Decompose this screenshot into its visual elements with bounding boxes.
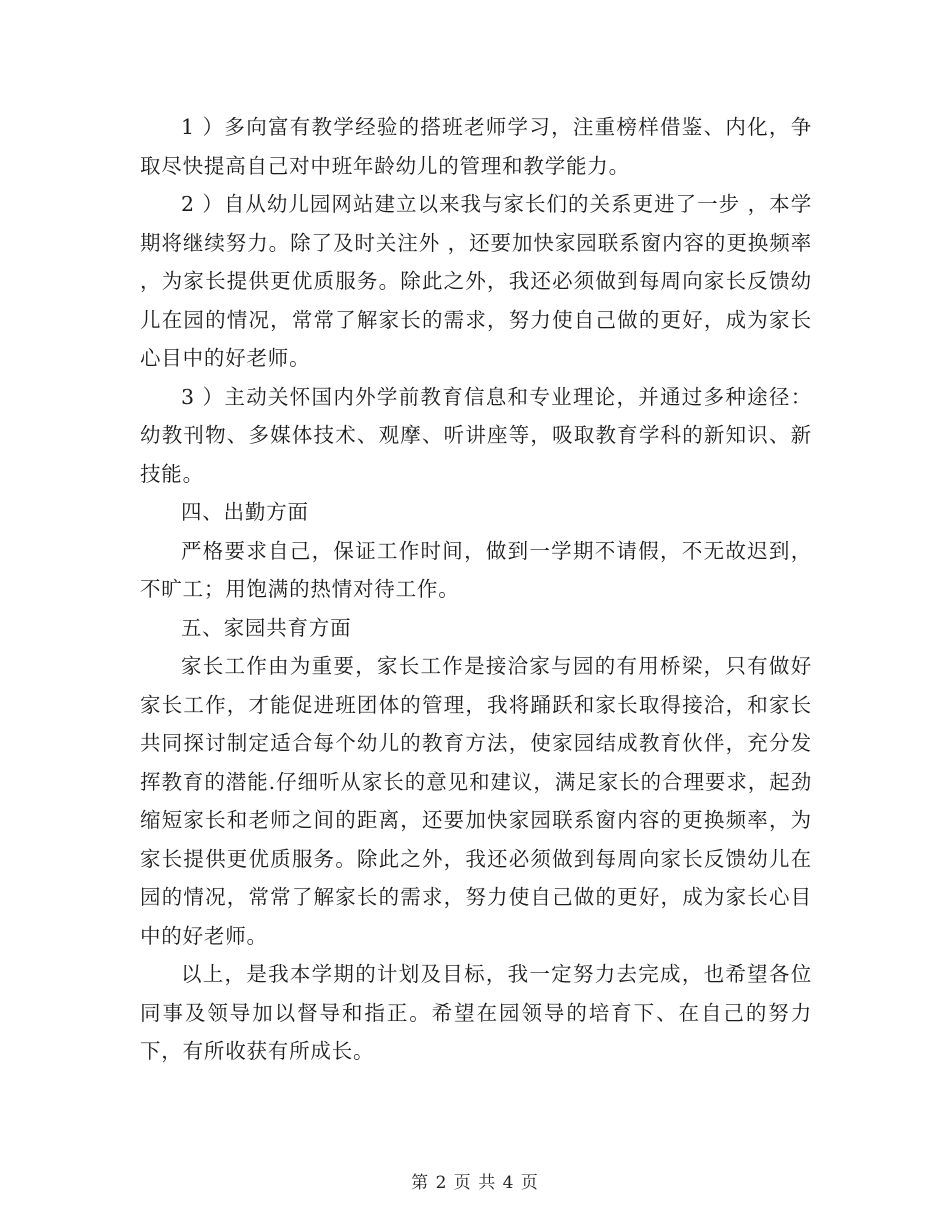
page-number: 第 2 页 共 4 页 xyxy=(411,1173,539,1193)
paragraph-1: 1 ）多向富有教学经验的搭班老师学习，注重榜样借鉴、内化，争取尽快提高自己对中班年龄幼儿的管理和教学能力。 xyxy=(140,115,812,178)
paragraph-attendance: 严格要求自己，保证工作时间，做到一学期不请假，不无故迟到，不旷工；用饱满的热情对待工作。 xyxy=(140,538,812,601)
paragraph-2: 2 ）自从幼儿园网站建立以来我与家长们的关系更进了一步 ，本学期将继续努力。除了及时关注外 ，还要加快家园联系窗内容的更换频率 ，为家长提供更优质服务。除此之外，我还必须做到每周向家长反馈幼儿在园的情况，常常了解家长的需求，努力使自己做的更好，成为家长心目中的好老师。 xyxy=(140,192,812,370)
paragraph-conclusion: 以上，是我本学期的计划及目标，我一定努力去完成，也希望各位同事及领导加以督导和指正。希望在园领导的培育下、在自己的努力下，有所收获有所成长。 xyxy=(140,962,812,1063)
page-footer xyxy=(0,1168,950,1193)
section-heading-home-school: 五、家园共育方面 xyxy=(181,615,352,640)
document-body xyxy=(140,108,812,1071)
section-heading-attendance: 四、出勤方面 xyxy=(181,500,309,524)
paragraph-home-school: 家长工作由为重要，家长工作是接洽家与园的有用桥梁，只有做好家长工作，才能促进班团体的管理，我将踊跃和家长取得接洽，和家长共同探讨制定适合每个幼儿的教育方法，使家园结成教育伙伴，充分发挥教育的潜能.仔细听从家长的意见和建议，满足家长的合理要求，起劲缩短家长和老师之间的距离，还要加快家园联系窗内容的更换频率，为家长提供更优质服务。除此之外，我还必须做到每周向家长反馈幼儿在园的情况，常常了解家长的需求，努力使自己做的更好，成为家长心目中的好老师。 xyxy=(140,654,812,948)
paragraph-3: 3 ）主动关怀国内外学前教育信息和专业理论，并通过多种途径：幼教刊物、多媒体技术、观摩、听讲座等，吸取教育学科的新知识、新技能。 xyxy=(140,384,812,486)
